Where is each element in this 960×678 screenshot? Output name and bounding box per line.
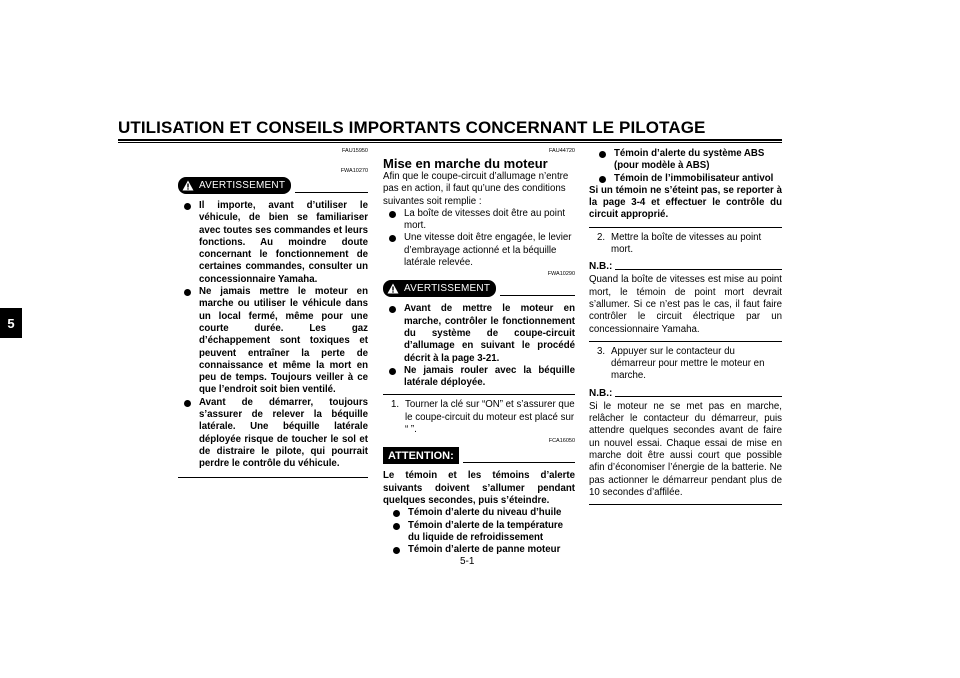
warning-list bbox=[178, 200, 368, 471]
title-rule-thin bbox=[118, 142, 782, 143]
bullet-icon bbox=[389, 211, 396, 218]
conditions-list bbox=[383, 208, 575, 269]
warning-badge bbox=[178, 177, 291, 194]
bullet-icon bbox=[393, 510, 400, 517]
warning-header bbox=[383, 280, 575, 297]
list-item: La boîte de vitesses doit être au point mort. bbox=[383, 208, 575, 233]
section-rule bbox=[178, 477, 368, 478]
section-rule bbox=[589, 504, 782, 505]
nb-label: N.B.: bbox=[589, 261, 613, 273]
section-rule bbox=[383, 394, 575, 395]
list-item: Une vitesse doit être engagée, le levier d’embrayage actionné et la béquille latérale relevée. bbox=[383, 232, 575, 269]
list-item: Avant de démarrer, toujours s’assurer de relever la béquille latérale. Une béquille latérale déployée risque de toucher le sol et de distraire le pilote, qui pourrait perdre le contrôle du véhicule. bbox=[178, 397, 368, 471]
bullet-icon bbox=[184, 400, 191, 407]
warning-triangle-icon bbox=[387, 283, 399, 294]
section-heading: Mise en marche du moteur bbox=[383, 156, 548, 171]
list-item: Témoin d’alerte du système ABS (pour modèle à ABS) bbox=[593, 148, 782, 173]
column-middle bbox=[383, 148, 575, 556]
bullet-icon bbox=[184, 203, 191, 210]
section-rule bbox=[589, 341, 782, 342]
ref-code: FAU44720 bbox=[549, 148, 575, 154]
title-rule bbox=[118, 139, 782, 141]
nb-header bbox=[589, 388, 782, 399]
bullet-icon bbox=[389, 368, 396, 375]
indicator-list bbox=[593, 148, 782, 185]
list-item: Ne jamais rouler avec la béquille latérale déployée. bbox=[383, 365, 575, 390]
column-left bbox=[178, 148, 368, 482]
ref-code: FWA10270 bbox=[340, 168, 368, 174]
step-3: 3. Appuyer sur le contacteur du démarreur pour mettre le moteur en marche. bbox=[597, 345, 765, 382]
ref-code: FCA16050 bbox=[548, 438, 575, 445]
page-title: UTILISATION ET CONSEILS IMPORTANTS CONCERNANT LE PILOTAGE bbox=[118, 118, 706, 137]
list-item: Témoin de l’immobilisateur antivol bbox=[593, 173, 782, 185]
warning-text: Si un témoin ne s’éteint pas, se reporter à la page 3-4 et effectuer le contrôle du circuit approprié. bbox=[589, 184, 782, 221]
warning-label: AVERTISSEMENT bbox=[404, 283, 491, 295]
intro-paragraph: Afin que le coupe-circuit d’allumage n’entre pas en action, il faut qu’une des conditions suivantes soit remplie : bbox=[383, 171, 569, 207]
section-rule bbox=[589, 227, 782, 228]
step-1: 1. Tourner la clé sur “ON” et s’assurer que le coupe-circuit du moteur est placé sur “ ”. bbox=[391, 399, 575, 436]
list-item: Ne jamais mettre le moteur en marche ou utiliser le véhicule dans un local fermé, même pour une courte durée. Les gaz d’échappement sont toxiques et peuvent entraîner la perte de connaissance et même la mort en peu de temps. Toujours veiller à ce que l’endroit soit bien ventilé. bbox=[178, 286, 368, 397]
bullet-icon bbox=[184, 289, 191, 296]
indicator-list bbox=[387, 507, 575, 556]
column-right bbox=[589, 148, 782, 509]
step-2: 2. Mettre la boîte de vitesses au point mort. bbox=[597, 231, 762, 256]
warning-triangle-icon bbox=[182, 180, 194, 191]
list-item: Il importe, avant d’utiliser le véhicule, de bien se familiariser avec toutes ses commandes et leurs fonctions. Au moindre doute concernant le fonctionnement de certaines commandes, consulter un concessionnaire Yamaha. bbox=[178, 200, 368, 286]
nb-text: Quand la boîte de vitesses est mise au point mort, le témoin de point mort devrait s’allumer. Si ce n’est pas le cas, il faut faire contrôler le circuit électrique par un concessionnaire Yamaha. bbox=[589, 274, 782, 335]
list-item: Témoin d’alerte de panne moteur bbox=[387, 544, 575, 556]
nb-label: N.B.: bbox=[589, 387, 613, 399]
list-item: Témoin d’alerte du niveau d’huile bbox=[387, 507, 575, 519]
bullet-icon bbox=[393, 523, 400, 530]
bullet-icon bbox=[599, 151, 606, 158]
attention-header bbox=[383, 447, 575, 464]
bullet-icon bbox=[599, 176, 606, 183]
list-item: Avant de mettre le moteur en marche, contrôler le fonctionnement du système de coupe-circuit d’allumage en suivant le procédé décrit à la page 3-21. bbox=[383, 303, 575, 364]
warning-label: AVERTISSEMENT bbox=[199, 180, 286, 191]
nb-header bbox=[589, 261, 782, 272]
ref-code: FAU15950 bbox=[342, 148, 368, 154]
warning-list bbox=[383, 303, 575, 389]
nb-text: Si le moteur ne se met pas en marche, relâcher le contacteur du démarreur, puis attendre quelques secondes avant de faire un nouvel essai. Chaque essai de mise en marche doit être aussi court que possible afin d’économiser l’énergie de la batterie. Ne pas actionner le démarreur pendant plus de 10 secondes d’affilée. bbox=[589, 400, 782, 498]
page-number: 5-1 bbox=[460, 556, 475, 567]
warning-badge bbox=[383, 280, 496, 297]
bullet-icon bbox=[389, 306, 396, 313]
bullet-icon bbox=[389, 235, 396, 242]
attention-text: Le témoin et les témoins d’alerte suivants doivent s’allumer pendant quelques secondes, puis s’éteindre. bbox=[383, 470, 575, 506]
ref-code: FWA10290 bbox=[547, 271, 575, 278]
list-item: Témoin d’alerte de la température du liquide de refroidissement bbox=[387, 520, 575, 545]
attention-label: ATTENTION: bbox=[383, 447, 459, 464]
warning-header bbox=[178, 177, 368, 194]
bullet-icon bbox=[393, 547, 400, 554]
chapter-tab: 5 bbox=[0, 308, 22, 338]
